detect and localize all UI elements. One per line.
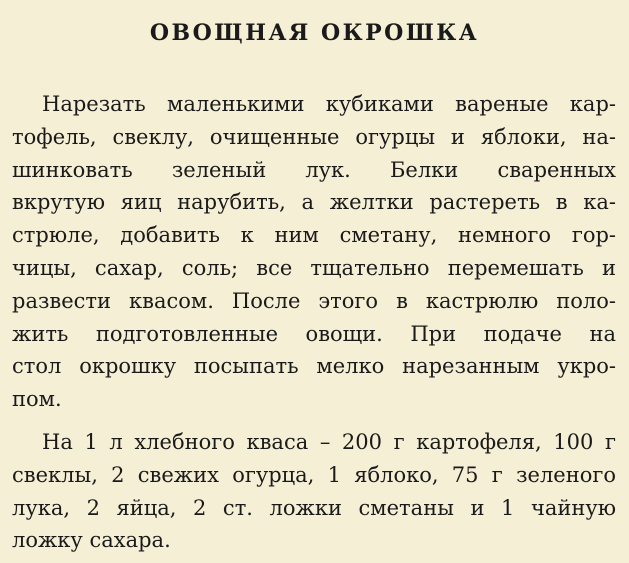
ingredients-line: На 1 л хлебного кваса – 200 г картофеля, 100 г [42, 429, 616, 454]
ingredients-line: ложку сахара. [12, 528, 171, 553]
instructions-line: вкрутую яиц нарубить, а желтки растереть в ка- [12, 190, 616, 215]
instructions-line: стол окрошку посыпать мелко нарезанным укро- [12, 354, 616, 379]
ingredients-line: лука, 2 яйца, 2 ст. ложки сметаны и 1 чайную [12, 495, 616, 520]
instructions-line: развести квасом. После этого в кастрюлю поло- [12, 288, 616, 313]
instructions-line: чицы, сахар, соль; все тщательно перемешать и [12, 255, 616, 280]
recipe-body [12, 88, 616, 557]
recipe-title: ОВОЩНАЯ ОКРОШКА [149, 20, 480, 46]
instructions-line: пом. [12, 387, 62, 412]
instructions-paragraph [12, 88, 616, 416]
instructions-line: стрюле, добавить к ним сметану, немного гор- [12, 223, 616, 248]
ingredients-line: свеклы, 2 свежих огурца, 1 яблоко, 75 г зеленого [12, 462, 616, 487]
ingredients-paragraph [12, 426, 616, 557]
instructions-line: тофель, свеклу, очищенные огурцы и яблоки, на- [12, 124, 616, 149]
paragraph-gap [12, 416, 616, 426]
instructions-line: шинковать зеленый лук. Белки сваренных [12, 157, 616, 182]
instructions-line: Нарезать маленькими кубиками вареные кар- [42, 92, 616, 116]
instructions-line: жить подготовленные овощи. При подаче на [12, 321, 616, 346]
